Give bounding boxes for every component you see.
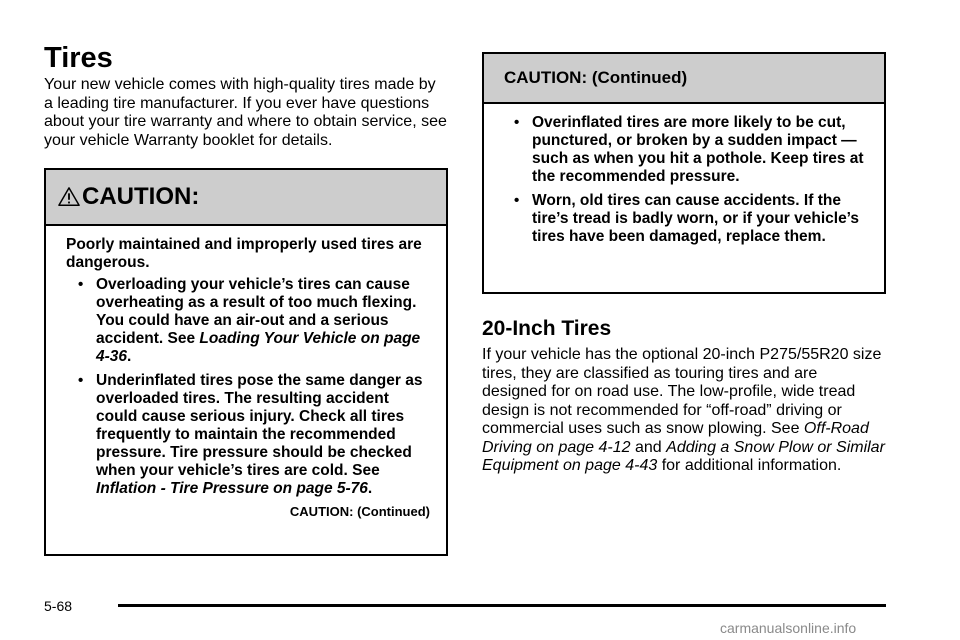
caution-list	[66, 276, 430, 498]
caution-continued-box	[482, 52, 886, 294]
caution-continued-header: CAUTION: (Continued)	[484, 54, 884, 104]
intro-paragraph: Your new vehicle comes with high-quality tires made by a leading tire manufacturer. If you ever have questions about your tire warranty and where to obtain service, see your vehicle Warranty booklet for details.	[44, 76, 447, 149]
caution-bullet-underinflated: • Underinflated tires pose the same danger as overloaded tires. The resulting accident could cause serious injury. Check all tires frequently to maintain the recommended pressure. Tire pressure should be checked when your vehicle’s tires are cold. See Inflation - Tire Pressure on page 5-76.	[66, 372, 430, 498]
watermark: carmanualsonline.info	[720, 620, 857, 636]
caution-lead: Poorly maintained and improperly used tires are dangerous.	[66, 236, 422, 271]
caution-bullet-overinflated: • Overinflated tires are more likely to be cut, punctured, or broken by a sudden impact — such as when you hit a pothole. Keep tires at the recommended pressure.	[502, 114, 868, 186]
cross-reference-link[interactable]: Inflation - Tire Pressure on page 5-76	[96, 480, 368, 497]
cross-reference-link[interactable]: Loading Your Vehicle on page 4-36	[96, 330, 421, 365]
page-number: 5-68	[44, 598, 73, 614]
caution-bullet-worn-tires: • Worn, old tires can cause accidents. If the tire’s tread is badly worn, or if your vehicle’s tires have been damaged, replace them.	[502, 192, 868, 246]
footer-divider	[118, 604, 886, 607]
caution-title: CAUTION:	[82, 183, 200, 210]
caution-body	[46, 226, 446, 519]
twenty-inch-paragraph: If your vehicle has the optional 20-inch P275/55R20 size tires, they are classified as touring tires and are designed for on road use. The low-profile, wide tread design is not recommended for “off-road” driving or commercial uses such as snow plowing. See Off-Road Driving on page 4-12 and Adding a Snow Plow or Similar Equipment on page 4-43 for additional information.	[482, 346, 885, 474]
cross-reference-link[interactable]: Adding a Snow Plow or Similar Equipment on page 4-43	[482, 438, 885, 474]
caution-bullet-overloading: • Overloading your vehicle’s tires can cause overheating as a result of too much flexing. You could have an air-out and a serious accident. See Loading Your Vehicle on page 4-36.	[66, 276, 430, 366]
right-column	[482, 52, 886, 476]
left-column	[44, 40, 448, 556]
caution-box	[44, 168, 448, 556]
caution-continued-list	[502, 114, 868, 246]
section-heading-20-inch-tires: 20-Inch Tires	[482, 317, 612, 340]
caution-continued-label: CAUTION: (Continued)	[289, 504, 430, 519]
warning-triangle-icon	[58, 186, 80, 208]
caution-continued-body	[484, 104, 884, 246]
cross-reference-link[interactable]: Off-Road Driving on page 4-12	[482, 420, 869, 456]
caution-header	[46, 170, 446, 226]
page-title: Tires	[44, 42, 113, 74]
